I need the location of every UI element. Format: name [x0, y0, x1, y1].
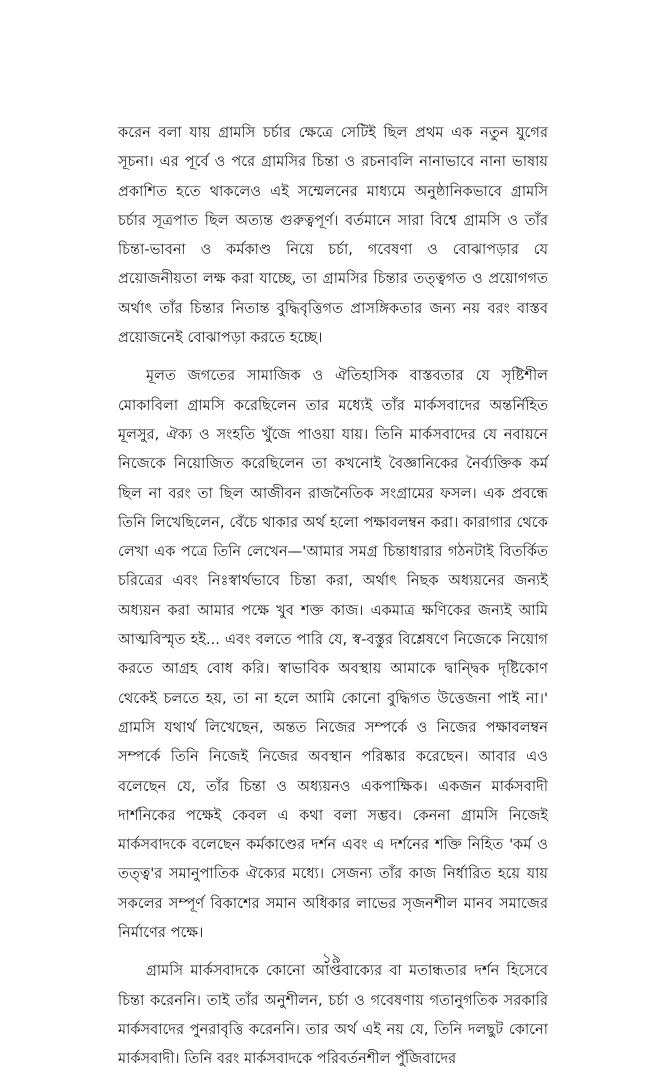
paragraph-1: করেন বলা যায় গ্রামসি চর্চার ক্ষেত্রে সেটিই ছিল প্রথম এক নতুন যুগের সূচনা। এর পূর্বে ও পরে গ্রামসির চিন্তা ও রচনাবলি নানাভাবে নানা ভাষায় প্রকাশিত হতে থাকলেও এই সম্মেলনের মাধ্যমে অনুষ্ঠানিকভাবে গ্রামসি চর্চার সূত্রপাত ছিল অত্যন্ত গুরুত্বপূর্ণ। বর্তমানে সারা বিশ্বে গ্রামসি ও তাঁর চিন্তা-ভাবনা ও কর্মকাণ্ড নিয়ে চর্চা, গবেষণা ও বোঝাপড়ার যে প্রয়োজনীয়তা লক্ষ করা যাচ্ছে, তা গ্রামসির চিন্তার তত্ত্বগত ও প্রয়োগগত অর্থাৎ তাঁর চিন্তার নিতান্ত বুদ্ধিবৃত্তিগত প্রাসঙ্গিকতার জন্য নয় বরং বাস্তব প্রয়োজনেই বোঝাপড়া করতে হচ্ছে।: [118, 124, 548, 347]
paragraph-3: গ্রামসি মার্কসবাদকে কোনো আপ্তবাক্যের বা মতান্ধতার দর্শন হিসেবে চিন্তা করেননি। তাই তাঁর অনুশীলন, চর্চা ও গবেষণায় গতানুগতিক সরকারি মার্কসবাদের পুনরাবৃত্তি করেননি। তার অর্থ এই নয় যে, তিনি দলছুট কোনো মার্কসবাদী। তিনি বরং মার্কসবাদকে পরিবর্তনশীল পুঁজিবাদের: [118, 962, 548, 1068]
paragraph-2: মূলত জগতের সামাজিক ও ঐতিহাসিক বাস্তবতার যে সৃষ্টিশীল মোকাবিলা গ্রামসি করেছিলেন তার মধ্যেই তাঁর মার্কসবাদের অন্তর্নিহিত মূলসুর, ঐক্য ও সংহতি খুঁজে পাওয়া যায়। তিনি মার্কসবাদের যে নবায়নে নিজেকে নিয়োজিত করেছিলেন তা কখনোই বৈজ্ঞানিকের নৈর্ব্যক্তিক কর্ম ছিল না বরং তা ছিল আজীবন রাজনৈতিক সংগ্রামের ফসল। এক প্রবন্ধে তিনি লিখেছিলেন, বেঁচে থাকার অর্থ হলো পক্ষাবলম্বন করা। কারাগার থেকে লেখা এক পত্রে তিনি লেখেন—'আমার সমগ্র চিন্তাধারার গঠনটাই বিতর্কিত চরিত্রের এবং নিঃস্বার্থভাবে চিন্তা করা, অর্থাৎ নিছক অধ্যয়নের জন্যই অধ্যয়ন করা আমার পক্ষে খুব শক্ত কাজ। একমাত্র ক্ষণিকের জন্যই আমি আত্মবিস্মৃত হই... এবং বলতে পারি যে, স্ব-বস্তুর বিশ্লেষণে নিজেকে নিয়োগ করতে আগ্রহ বোধ করি। স্বাভাবিক অবস্থায় আমাকে দ্বান্দ্বিক দৃষ্টিকোণ থেকেই চলতে হয়, তা না হলে আমি কোনো বুদ্ধিগত উত্তেজনা পাই না।' গ্রামসি যথার্থ লিখেছেন, অন্তত নিজের সম্পর্কে ও নিজের পক্ষাবলম্বন সম্পর্কে তিনি নিজেই নিজের অবস্থান পরিষ্কার করেছেন। আবার এও বলেছেন যে, তাঁর চিন্তা ও অধ্যয়নও একপাক্ষিক। একজন মার্কসবাদী দার্শনিকের পক্ষেই কেবল এ কথা বলা সম্ভব। কেননা গ্রামসি নিজেই মার্কসবাদকে বলেছেন কর্মকাণ্ডের দর্শন এবং এ দর্শনের শক্তি নিহিত 'কর্ম ও তত্ত্ব'র সমানুপাতিক ঐক্যের মধ্যে। সেজন্য তাঁর কাজ নির্ধারিত হয়ে যায় সকলের সম্পূর্ণ বিকাশের সমান অধিকার লাভের সৃজনশীল মানব সমাজের নির্মাণের পক্ষে।: [118, 367, 548, 942]
body-text: [118, 118, 548, 1083]
page-number: ১৯: [322, 951, 341, 967]
